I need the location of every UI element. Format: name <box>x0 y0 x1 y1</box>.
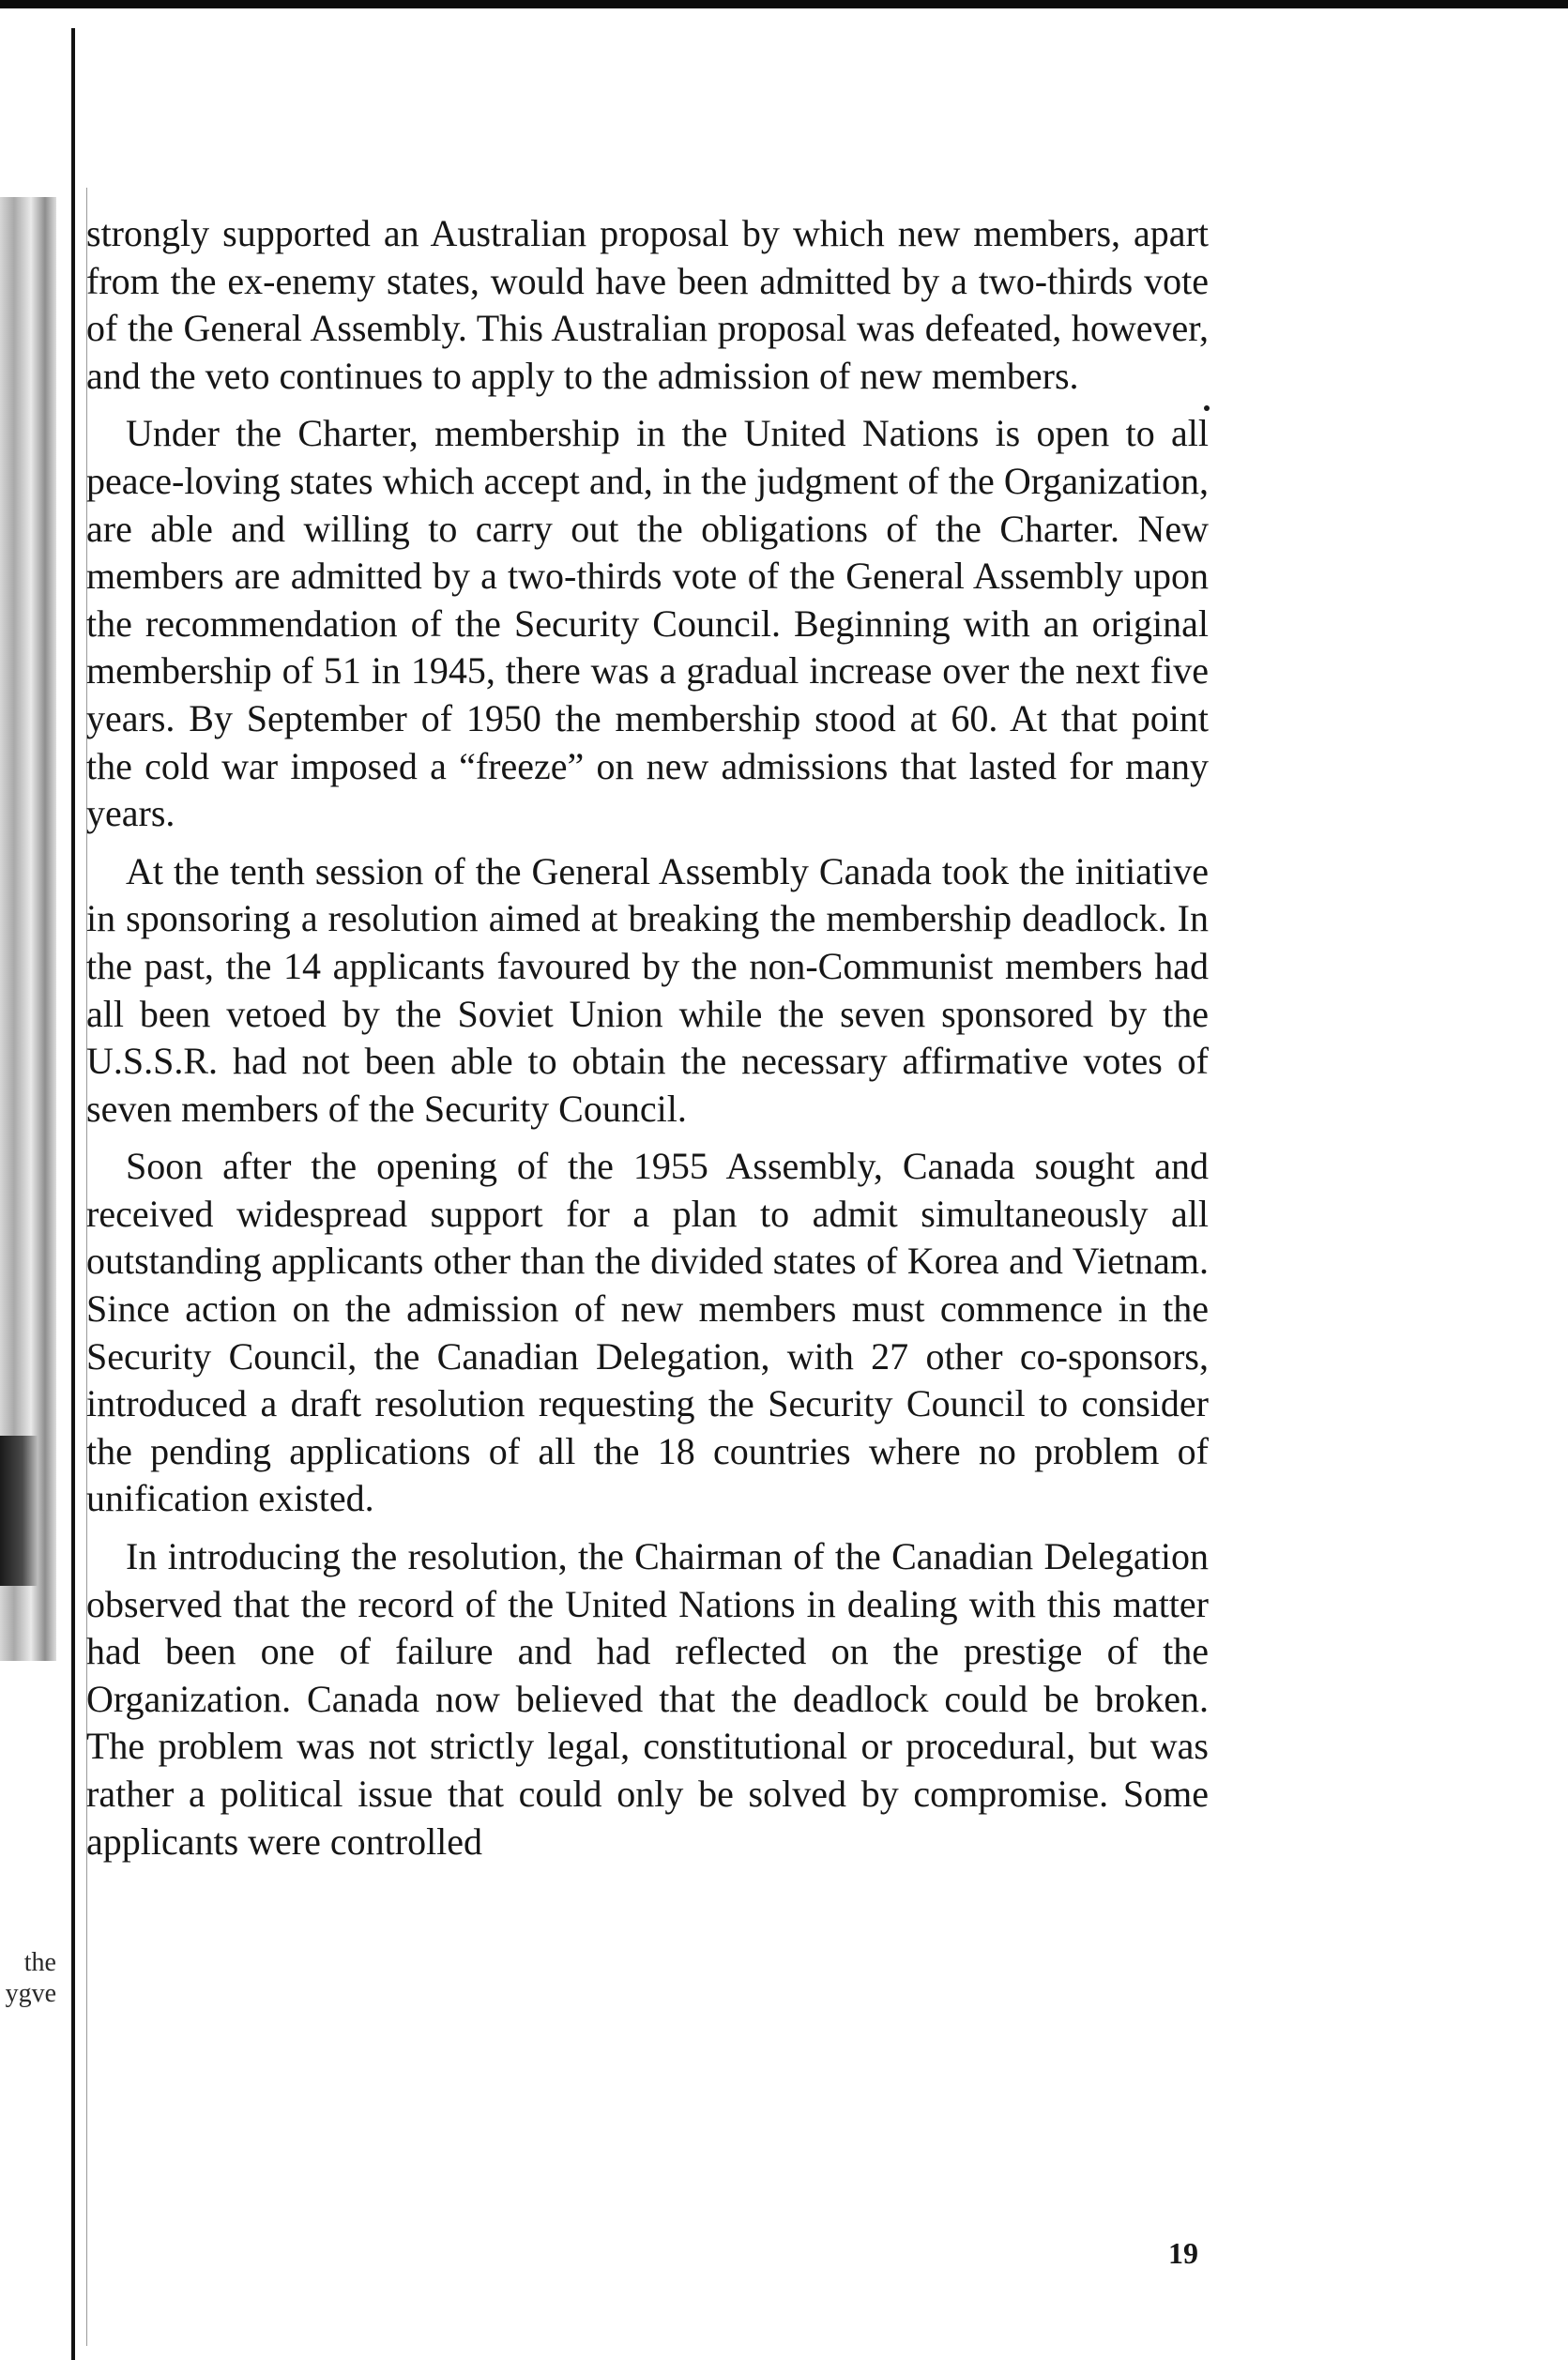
page-number: 19 <box>1168 2236 1198 2270</box>
paragraph-5: In introducing the resolution, the Chairman of the Canadian Delegation observed that the record of the United Nations in dealing with this matter had been one of failure and had reflected on the prestige of the Organization. Canada now believed that the deadlock could be broken. The problem was not strictly legal, constitutional or procedural, but was rather a political issue that could only be solved by compromise. Some applicants were controlled <box>86 1535 1209 1863</box>
top-edge-rule <box>0 0 1568 8</box>
binding-gutter-dark-patch <box>0 1436 38 1586</box>
facing-page-fragment-1: the <box>23 1948 56 1977</box>
facing-page-fragment-2: ygve <box>5 1979 56 2008</box>
paragraph-1: strongly supported an Australian proposal by which new members, apart from the ex-enemy states, would have been admitted by a two-thirds vote of the General Assembly. This Australian proposal was defeated, however, and the veto continues to apply to the admission of new members. <box>86 212 1209 397</box>
ink-speck <box>1204 405 1210 411</box>
body-text-column <box>86 210 1209 1876</box>
paragraph-4: Soon after the opening of the 1955 Assembly, Canada sought and received widespread support for a plan to admit simultaneously all outstanding applicants other than the divided states of Korea and Vietnam. Since action on the admission of new members must commence in the Security Council, the Canadian Delegation, with 27 other co-sponsors, introduced a draft resolution requesting the Security Council to consider the pending applications of all the 18 countries where no problem of unification existed. <box>86 1145 1209 1520</box>
page-spine-line <box>71 28 75 2360</box>
paragraph-3: At the tenth session of the General Assembly Canada took the initiative in sponsoring a resolution aimed at breaking the membership deadlock. In the past, the 14 applicants favoured by the non-Communist members had all been vetoed by the Soviet Union while the seven sponsored by the U.S.S.R. had not been able to obtain the necessary affirmative votes of seven members of the Security Council. <box>86 849 1209 1130</box>
paragraph-2: Under the Charter, membership in the United Nations is open to all peace-loving states which accept and, in the judgment of the Organization, are able and willing to carry out the obligations of the Charter. New members are admitted by a two-thirds vote of the General Assembly upon the recommendation of the Security Council. Beginning with an original membership of 51 in 1945, there was a gradual increase over the next five years. By September of 1950 the membership stood at 60. At that point the cold war imposed a “freeze” on new admissions that lasted for many years. <box>86 412 1209 835</box>
